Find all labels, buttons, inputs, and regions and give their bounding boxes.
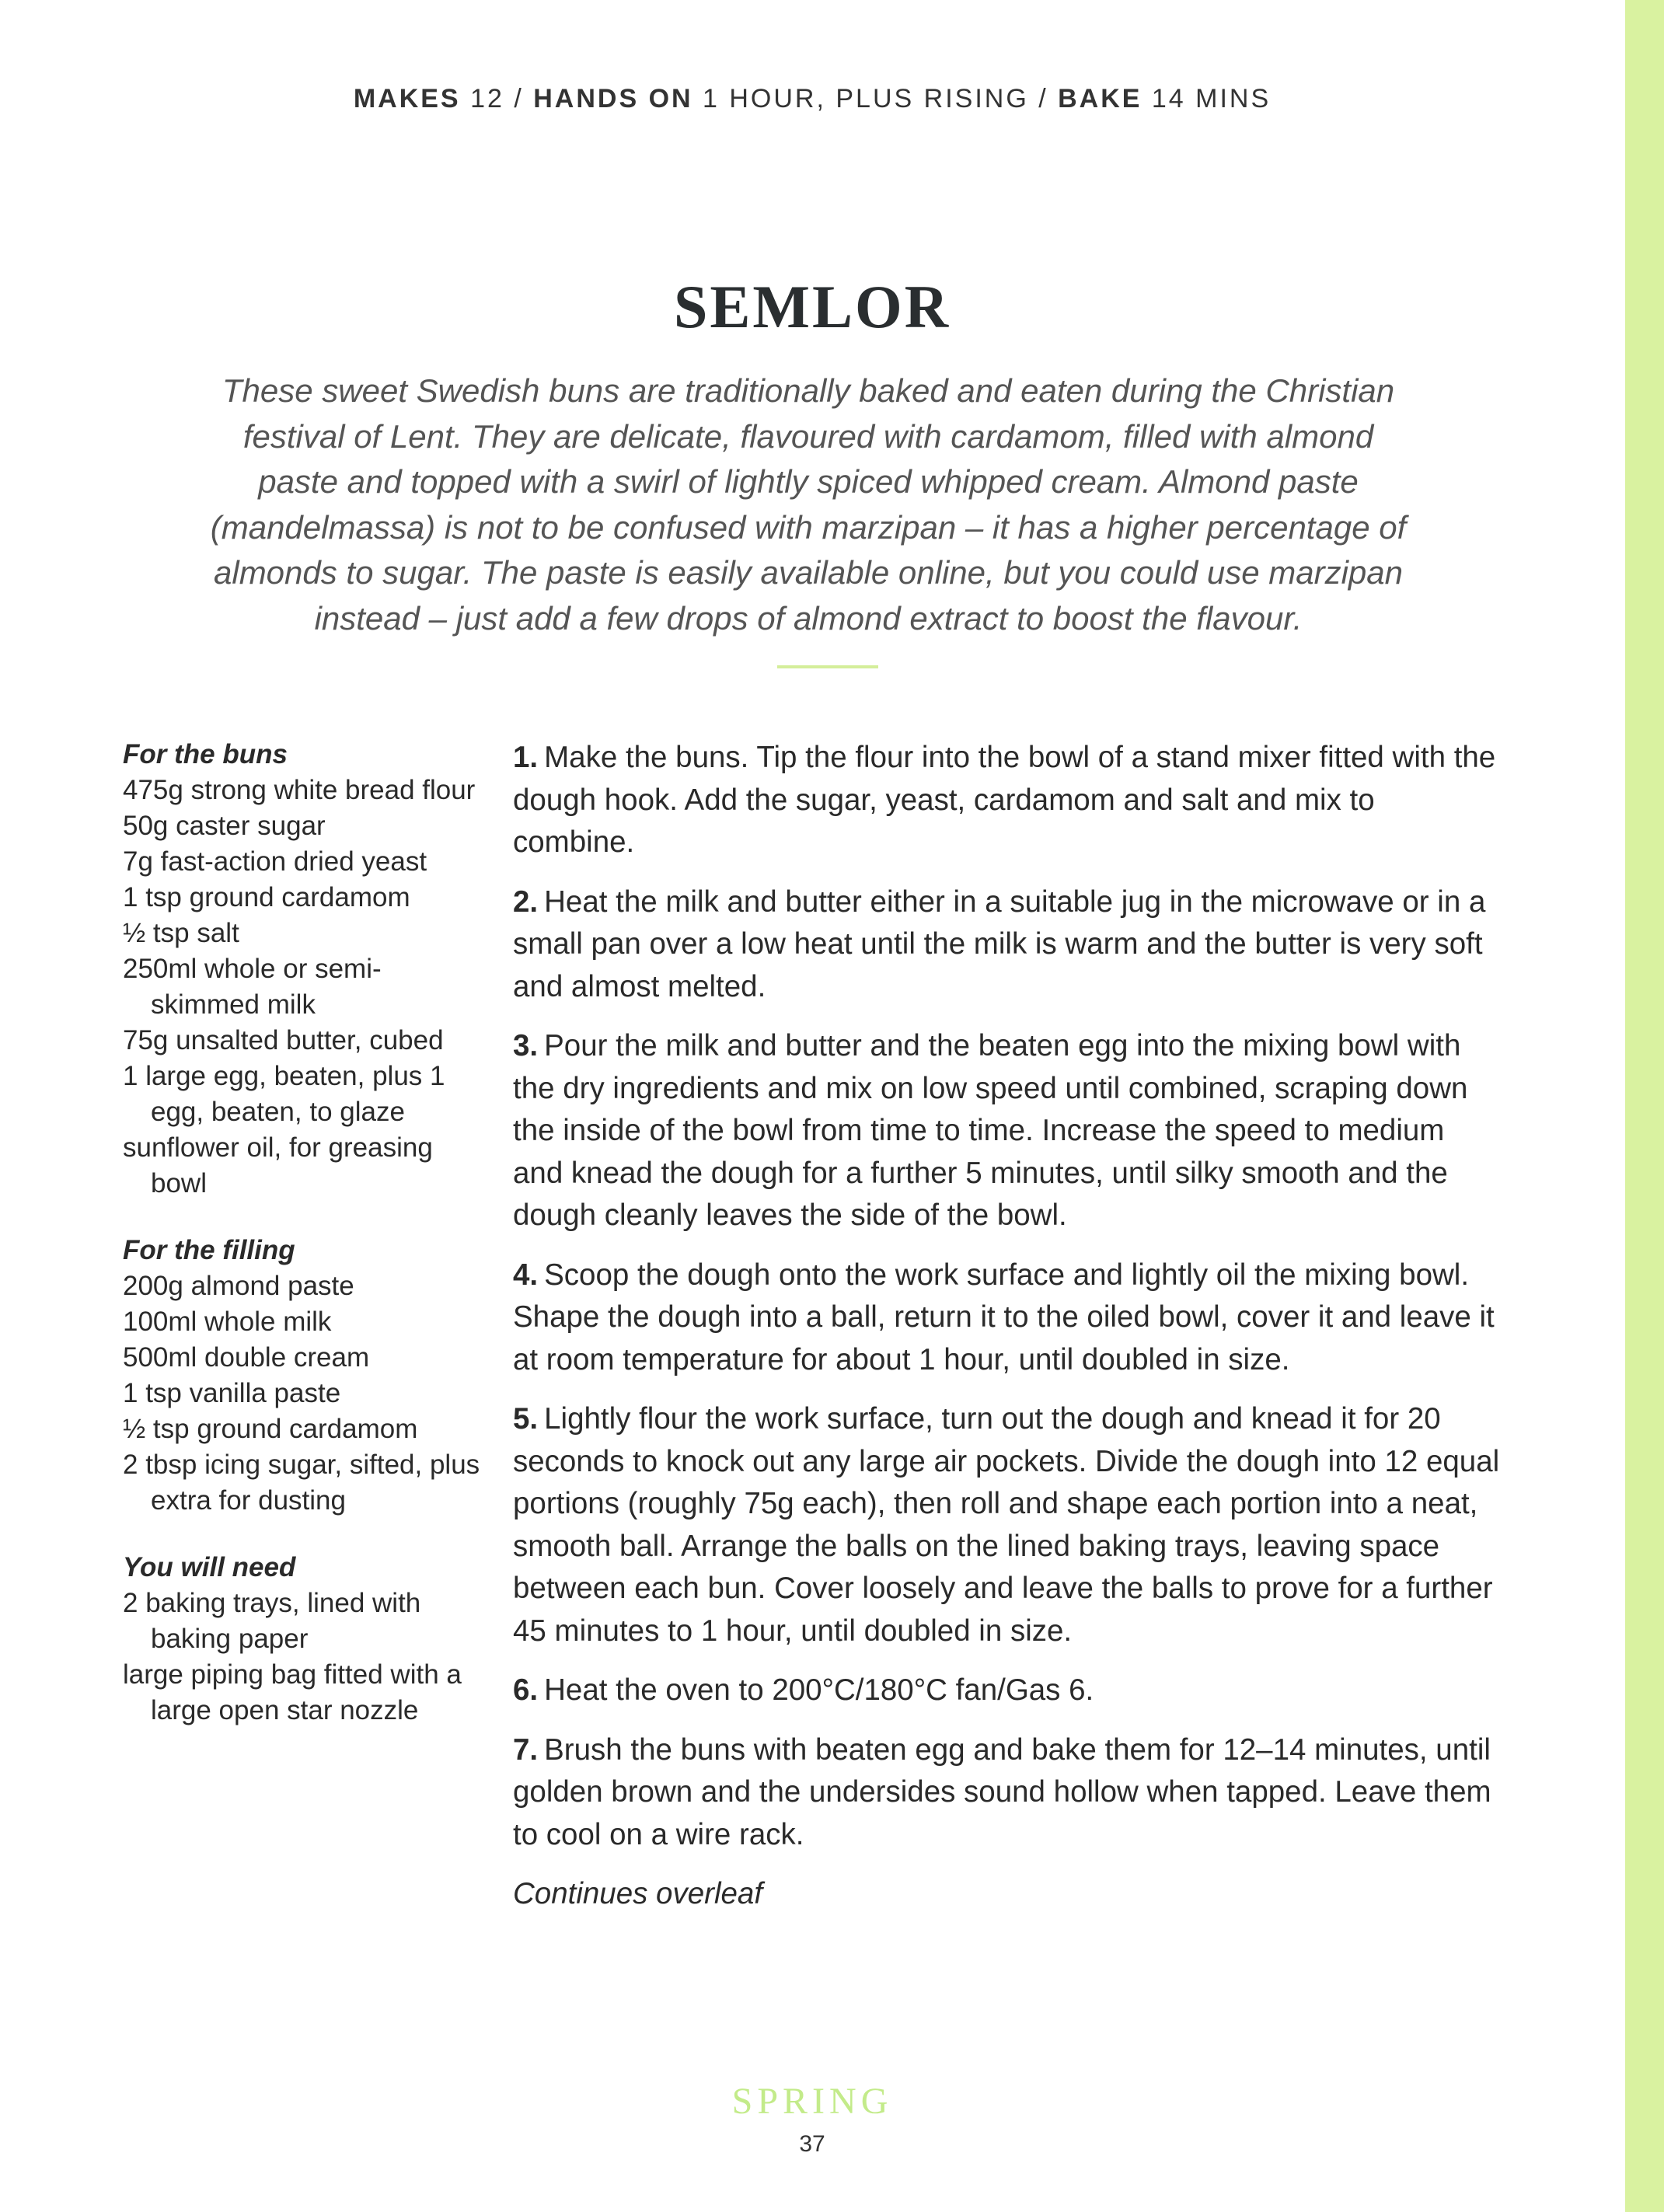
ingredient-item: 75g unsalted butter, cubed — [123, 1025, 444, 1055]
step-number: 2. — [513, 884, 539, 919]
step-text: Brush the buns with beaten egg and bake them for 12–14 minutes, until golden brown and the undersides sound hollow when tapped. Leave them to cool on a wire rack. — [513, 1732, 1491, 1851]
method-step — [513, 1025, 1500, 1237]
hands-on-label: HANDS ON — [533, 84, 693, 113]
hands-on-value: 1 HOUR, PLUS RISING / — [692, 84, 1059, 113]
step-number: 6. — [513, 1673, 539, 1707]
ingredient-item: 500ml double cream — [123, 1342, 370, 1373]
ingredient-item: sunflower oil, for greasing bowl — [123, 1132, 433, 1198]
recipe-meta-line — [0, 84, 1624, 114]
step-number: 4. — [513, 1258, 539, 1292]
ingredient-group-filling — [123, 1233, 480, 1519]
ingredient-item: 7g fast-action dried yeast — [123, 846, 427, 877]
recipe-title: SEMLOR — [673, 273, 951, 340]
method-column — [513, 737, 1500, 1916]
step-number: 5. — [513, 1402, 539, 1436]
ingredient-item: ½ tsp ground cardamom — [123, 1414, 418, 1444]
step-text: Heat the oven to 200°C/180°C fan/Gas 6. — [544, 1673, 1094, 1707]
method-step — [513, 1669, 1500, 1712]
ingredient-group-equipment — [123, 1550, 480, 1729]
step-text: Pour the milk and butter and the beaten egg into the mixing bowl with the dry ingredients and mix on low speed until combined, scraping down the inside of the bowl from time to time. Increase the speed to medium and knead the dough for a further 5 minutes, until silky smooth and the dough cleanly leaves the side of the bowl. — [513, 1029, 1468, 1232]
ingredient-group-heading: For the buns — [123, 739, 288, 769]
method-step — [513, 1729, 1500, 1857]
makes-label: MAKES — [353, 84, 461, 113]
ingredient-item: 200g almond paste — [123, 1271, 354, 1301]
ingredient-item: 100ml whole milk — [123, 1307, 332, 1337]
step-number: 1. — [513, 741, 539, 774]
ingredient-item: ½ tsp salt — [123, 918, 239, 948]
ingredient-item: 250ml whole or semi-skimmed milk — [123, 954, 382, 1020]
bake-value: 14 MINS — [1142, 84, 1272, 113]
footer-section-name: SPRING — [731, 2081, 893, 2122]
step-text: Heat the milk and butter either in a suitable jug in the microwave or in a small pan over a low heat until the milk is warm and the butter is very soft and almost melted. — [513, 884, 1486, 1003]
intro-line: (mandelmassa) is not to be confused with marzipan – it has a higher percentage of — [210, 508, 1407, 546]
intro-line: paste and topped with a swirl of lightly spiced whipped cream. Almond paste — [258, 463, 1359, 500]
section-divider — [777, 665, 878, 668]
page-edge-color-strip — [1625, 0, 1664, 2212]
bake-label: BAKE — [1058, 84, 1142, 113]
intro-line: festival of Lent. They are delicate, flavoured with cardamom, filled with almond — [242, 417, 1374, 455]
ingredient-group-heading: For the filling — [123, 1235, 295, 1265]
ingredient-item: 1 tsp ground cardamom — [123, 882, 410, 912]
ingredient-item: large piping bag fitted with a large open star nozzle — [123, 1659, 462, 1725]
ingredient-group-buns — [123, 737, 480, 1202]
step-text: Scoop the dough onto the work surface and lightly oil the mixing bowl. Shape the dough into a ball, return it to the oiled bowl, cover it and leave it at room temperature for about 1 hour, until doubled in size. — [513, 1258, 1495, 1376]
ingredient-group-heading: You will need — [123, 1552, 296, 1582]
recipe-intro — [163, 368, 1453, 641]
step-text: Lightly flour the work surface, turn out the dough and knead it for 20 seconds to knock out any large air pockets. Divide the dough into 12 equal portions (roughly 75g each), then roll and shape each portion into a neat, smooth ball. Arrange the balls on the lined baking trays, leaving space between each bun. Cover loosely and leave the balls to prove for a further 45 minutes to 1 hour, until doubled in size. — [513, 1402, 1500, 1648]
continues-overleaf-note: Continues overleaf — [513, 1877, 763, 1910]
ingredient-item: 1 large egg, beaten, plus 1 egg, beaten, to glaze — [123, 1061, 445, 1127]
step-number: 3. — [513, 1029, 539, 1062]
ingredient-item: 475g strong white bread flour — [123, 775, 476, 805]
intro-line: almonds to sugar. The paste is easily available online, but you could use marzipan — [214, 554, 1403, 591]
intro-line: instead – just add a few drops of almond extract to boost the flavour. — [314, 599, 1303, 637]
ingredient-item: 2 baking trays, lined with baking paper — [123, 1588, 421, 1654]
page-number: 37 — [799, 2131, 825, 2157]
ingredient-item: 50g caster sugar — [123, 811, 326, 841]
ingredient-item: 2 tbsp icing sugar, sifted, plus extra for dusting — [123, 1450, 480, 1516]
ingredients-column — [123, 737, 480, 1760]
step-text: Make the buns. Tip the flour into the bowl of a stand mixer fitted with the dough hook. Add the sugar, yeast, cardamom and salt and mix to combine. — [513, 741, 1496, 859]
intro-line: These sweet Swedish buns are traditionally baked and eaten during the Christian — [222, 372, 1395, 409]
makes-value: 12 / — [460, 84, 534, 113]
method-step — [513, 881, 1500, 1009]
method-step — [513, 737, 1500, 864]
method-step — [513, 1398, 1500, 1652]
ingredient-item: 1 tsp vanilla paste — [123, 1378, 341, 1408]
step-number: 7. — [513, 1732, 539, 1767]
method-step — [513, 1254, 1500, 1382]
